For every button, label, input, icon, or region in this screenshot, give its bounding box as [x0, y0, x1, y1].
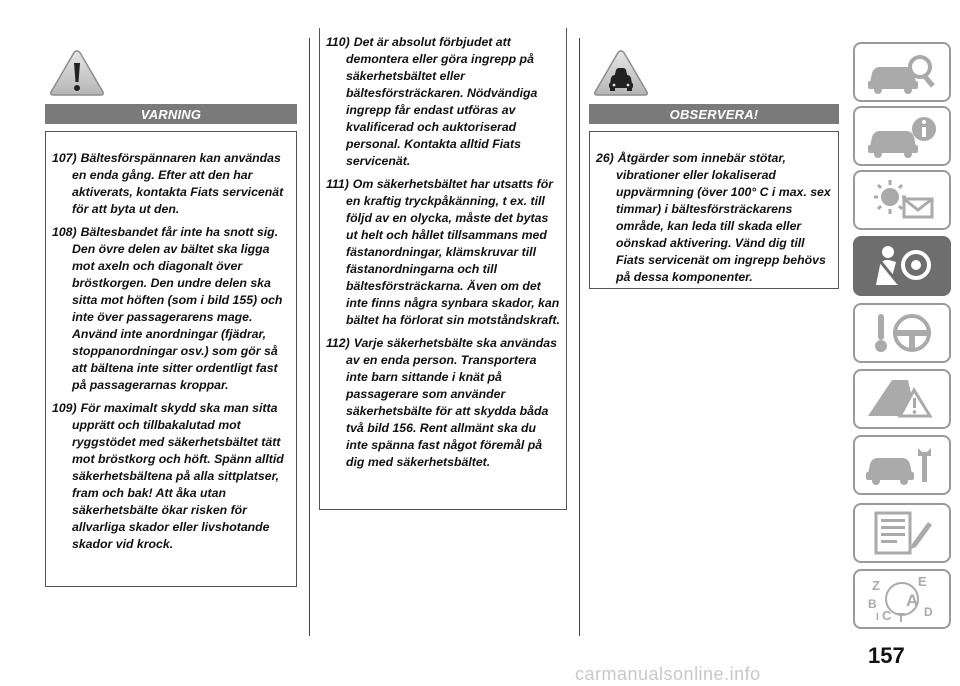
- observe-box: [589, 131, 839, 289]
- index-letter-b: B: [868, 597, 877, 611]
- car-road-hazard-icon: [862, 376, 942, 422]
- index-letter-i: I: [876, 612, 879, 623]
- tab-maintenance[interactable]: [853, 435, 951, 495]
- tab-emergency[interactable]: [853, 369, 951, 429]
- column-divider-1: [309, 38, 310, 636]
- note-number: 26): [596, 151, 614, 165]
- note-number: 107): [52, 151, 77, 165]
- note-text: Det är absolut förbjudet att demontera eller göra ingrepp på säkerhetsbältet eller bältesförsträckaren. Nödvändiga ingrepp får endast utföras av kvalificerad och auktoriserad personal. Kontakta alltid Fiats servicenät.: [346, 35, 538, 168]
- car-search-icon: [862, 49, 942, 95]
- note-item: [326, 34, 560, 170]
- steering-wheel-key-icon: [862, 310, 942, 356]
- observe-banner: OBSERVERA!: [589, 104, 839, 124]
- index-letter-t: T: [897, 610, 905, 624]
- note-text: Åtgärder som innebär stötar, vibrationer eller lokaliserad uppvärmning (över 100° C i max. sex timmar) i bältesförsträckarens område, kan leda till skada eller oönskad aktivering. Vänd dig till Fiats servicenät om ingrepp behövs på dessa komponenter.: [616, 151, 831, 284]
- note-number: 110): [326, 35, 350, 49]
- note-text: Varje säkerhetsbälte ska användas av en enda person. Transportera inte barn sittande i knät på passagerare som använder säkerhetsbälte för att skydda båda två bild 156. Rent allmänt ska du inte spänna fast något föremål på dig med säkerhetsbältet.: [346, 336, 557, 469]
- page-number: 157: [868, 643, 905, 668]
- index-letter-e: E: [918, 574, 927, 589]
- note-number: 109): [52, 401, 77, 415]
- tab-warning-lights[interactable]: [853, 170, 951, 230]
- index-letter-z: Z: [872, 578, 880, 593]
- tab-index[interactable]: [853, 569, 951, 629]
- column-divider-2: [579, 38, 580, 636]
- warning-light-message-icon: [862, 177, 942, 223]
- car-wrench-icon: [862, 442, 942, 488]
- note-number: 108): [52, 225, 77, 239]
- car-caution-triangle-icon: [592, 48, 650, 103]
- note-text: För maximalt skydd ska man sitta upprätt och tillbakalutad mot ryggstödet med säkerhetsbältet tätt mot bröstkorg och höft. Spänn alltid säkerhetsbältena på alla sittplatser, fram och bak! Att åka utan säkerhetsbälte ökar risken för allvarliga skador eller livshotande skador vid krock.: [72, 401, 284, 551]
- seatbelt-airbag-icon: [862, 243, 942, 289]
- tab-car-search[interactable]: [853, 42, 951, 102]
- note-item: [52, 224, 290, 394]
- note-item: [596, 150, 832, 286]
- index-letter-a: A: [906, 591, 919, 610]
- watermark-text: carmanualsonline.info: [575, 664, 761, 684]
- tab-technical-data[interactable]: [853, 503, 951, 563]
- spec-sheet-icon: [862, 510, 942, 556]
- note-text: Bältesbandet får inte ha snott sig. Den övre delen av bältet ska ligga mot axeln och diagonalt över bröstkorgen. Den undre delen ska sitta mot höften (som i bild 155) och inte över passagerarens mage. Använd inte anordningar (fjädrar, stoppanordningar osv.) som gör så att bältena inte sitter ordentligt fast på passagerarnas kroppar.: [72, 225, 283, 392]
- note-item: [52, 150, 290, 218]
- tab-car-info[interactable]: [853, 106, 951, 166]
- index-letter-c: C: [882, 608, 892, 623]
- note-item: [326, 335, 560, 471]
- note-text: Bältesförspännaren kan användas en enda gång. Efter att den har aktiverats, kontakta Fiats servicenät för att byta ut den.: [72, 151, 284, 216]
- warning-box-col1: [45, 131, 297, 587]
- note-item: [52, 400, 290, 553]
- index-letter-d: D: [924, 605, 933, 619]
- note-number: 111): [326, 177, 349, 191]
- alphabet-index-icon: [862, 574, 942, 624]
- exclamation-triangle-icon: [48, 48, 106, 103]
- warning-banner: VARNING: [45, 104, 297, 124]
- tab-starting-driving[interactable]: [853, 303, 951, 363]
- note-text: Om säkerhetsbältet har utsatts för en kraftig tryckpåkänning, t ex. till följd av en olycka, måste det bytas ut helt och hållet tillsammans med fästanordningar, klämskruvar till fästanordningarna och till bältesförsträckarna. Även om det inte finns några synbara skador, kan bältet ha förlorat sin motståndskraft.: [346, 177, 560, 327]
- note-number: 112): [326, 336, 350, 350]
- car-info-icon: [862, 113, 942, 159]
- warning-box-col2: [319, 28, 567, 510]
- tab-safety[interactable]: [853, 236, 951, 296]
- note-item: [326, 176, 560, 329]
